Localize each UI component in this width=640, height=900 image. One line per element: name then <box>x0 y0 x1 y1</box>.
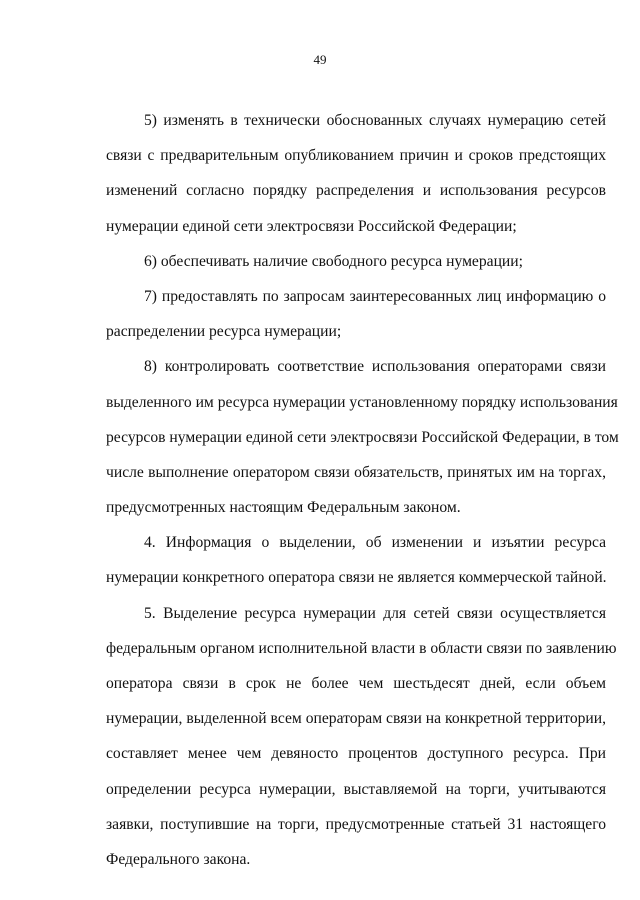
text-line: 4. Информация о выделении, об изменении и изъятии ресурса <box>144 534 606 552</box>
text-line: 5) изменять в технически обоснованных случаях нумерацию сетей <box>144 112 606 129</box>
text-line: изменений согласно порядку распределения и использования ресурсов <box>106 182 606 200</box>
text-line: оператора связи в срок не более чем шестьдесят дней, если объем <box>106 675 606 692</box>
paragraph-section-4 <box>106 525 606 595</box>
text-line: 5. Выделение ресурса нумерации для сетей связи осуществляется <box>144 604 606 622</box>
text-line: предусмотренных настоящим Федеральным законом. <box>106 499 461 517</box>
paragraph-item-6 <box>106 244 606 279</box>
paragraph-item-5 <box>106 103 606 244</box>
document-body <box>106 103 619 877</box>
text-line: распределении ресурса нумерации; <box>106 323 342 341</box>
text-line: федеральным органом исполнительной власти в области связи по заявлению <box>106 639 617 657</box>
text-line: 7) предоставлять по запросам заинтересованных лиц информацию о <box>144 287 606 305</box>
text-line: ресурсов нумерации единой сети электросвязи Российской Федерации, в том <box>106 428 619 446</box>
text-line: нумерации конкретного оператора связи не является коммерческой тайной. <box>106 569 607 587</box>
page-number: 49 <box>313 52 327 67</box>
text-line: заявки, поступившие на торги, предусмотренные статьей 31 настоящего <box>106 815 606 833</box>
paragraph-item-7 <box>106 279 606 349</box>
text-line: определении ресурса нумерации, выставляемой на торги, учитываются <box>106 780 606 798</box>
text-line: 6) обеспечивать наличие свободного ресурса нумерации; <box>144 252 523 270</box>
paragraph-item-8 <box>106 349 619 525</box>
paragraph-section-5 <box>106 596 617 878</box>
text-line: составляет менее чем девяносто процентов доступного ресурса. При <box>106 745 606 763</box>
text-line: числе выполнение оператором связи обязательств, принятых им на торгах, <box>106 463 606 481</box>
text-line: Федерального закона. <box>106 850 251 868</box>
text-line: нумерации единой сети электросвязи Российской Федерации; <box>106 217 517 235</box>
text-line: 8) контролировать соответствие использования операторами связи <box>144 358 606 376</box>
text-line: выделенного им ресурса нумерации установленному порядку использования <box>106 393 618 411</box>
text-line: нумерации, выделенной всем операторам связи на конкретной территории, <box>106 710 606 728</box>
text-line: связи с предварительным опубликованием причин и сроков предстоящих <box>106 147 606 165</box>
